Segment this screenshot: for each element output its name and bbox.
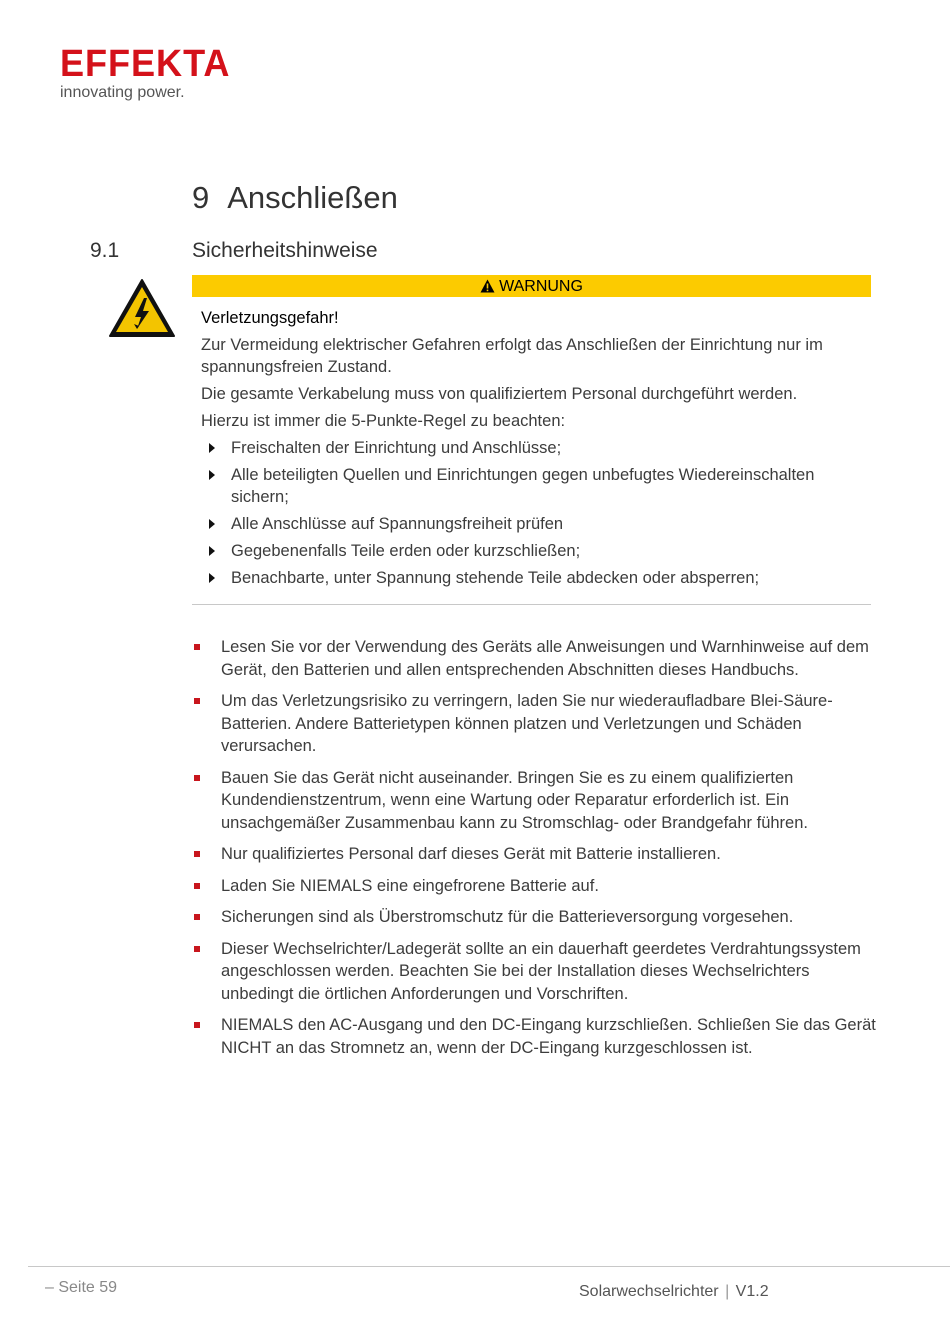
warning-body: [192, 297, 871, 589]
section-number: 9.1: [90, 239, 120, 262]
list-item: [192, 636, 882, 681]
square-bullet-icon: [194, 698, 200, 704]
triangle-bullet-icon: [209, 519, 215, 529]
list-item: [192, 1014, 882, 1059]
list-item: [192, 906, 882, 929]
list-item-text: Nur qualifiziertes Personal darf dieses Gerät mit Batterie installieren.: [221, 845, 721, 863]
rule-item: [201, 540, 871, 562]
rule-text: Benachbarte, unter Spannung stehende Teile abdecken oder absperren;: [231, 569, 760, 587]
list-item-text: Dieser Wechselrichter/Ladegerät sollte an ein dauerhaft geerdetes Verdrahtungssystem angeschlossen werden. Beachten Sie bei der Installation dieses Wechselrichters unbedingt die örtlichen Anforderungen und Vorschriften.: [221, 939, 861, 1003]
electrical-hazard-icon: [108, 278, 176, 338]
square-bullet-icon: [194, 946, 200, 952]
list-item: [192, 767, 882, 835]
rule-item: [201, 464, 871, 508]
logo-brand: EFFEKTA: [60, 43, 231, 85]
page-number: – Seite 59: [45, 1279, 118, 1296]
list-item-text: Bauen Sie das Gerät nicht auseinander. Bringen Sie es zu einem qualifizierten Kundendienstzentrum, wenn eine Wartung oder Reparatur erforderlich ist. Ein unsachgemäßer Zusammenbau kann zu Stromschlag- oder Brandgefahr führen.: [221, 768, 808, 832]
footer-divider: [28, 1266, 950, 1267]
list-item-text: Sicherungen sind als Überstromschutz für die Batterieversorgung vorgesehen.: [221, 908, 794, 926]
list-item: [192, 938, 882, 1006]
warning-header: [192, 275, 871, 297]
warning-paragraph: Die gesamte Verkabelung muss von qualifiziertem Personal durchgeführt werden.: [201, 385, 798, 403]
list-item: [192, 843, 882, 866]
warning-paragraph: Zur Vermeidung elektrischer Gefahren erfolgt das Anschließen der Einrichtung nur im spannungsfreien Zustand.: [201, 336, 823, 376]
triangle-bullet-icon: [209, 573, 215, 583]
warning-divider: [192, 604, 871, 605]
list-item-text: Lesen Sie vor der Verwendung des Geräts alle Anweisungen und Warnhinweise auf dem Gerät, den Batterien und allen entsprechenden Abschnitten dieses Handbuchs.: [221, 638, 869, 679]
document-title: Solarwechselrichter: [579, 1283, 719, 1300]
rule-text: Gegebenenfalls Teile erden oder kurzschließen;: [231, 542, 581, 560]
list-item-text: Laden Sie NIEMALS eine eingefrorene Batterie auf.: [221, 876, 599, 895]
five-point-rule-list: [201, 437, 871, 589]
company-logo: [60, 44, 239, 102]
rule-item: [201, 437, 871, 459]
rule-text: Alle Anschlüsse auf Spannungsfreiheit prüfen: [231, 515, 564, 533]
rule-text: Freischalten der Einrichtung und Anschlüsse;: [231, 439, 562, 457]
square-bullet-icon: [194, 775, 200, 781]
list-item-text: NIEMALS den AC-Ausgang und den DC-Eingang kurzschließen. Schließen Sie das Gerät NICHT an das Stromnetz an, wenn der DC-Eingang kurzgeschlossen ist.: [221, 1016, 876, 1057]
square-bullet-icon: [194, 851, 200, 857]
safety-instructions-list: [192, 636, 882, 1068]
triangle-bullet-icon: [209, 443, 215, 453]
square-bullet-icon: [194, 644, 200, 650]
list-item: [192, 690, 882, 758]
chapter-number: 9: [192, 180, 210, 215]
list-item-text: Um das Verletzungsrisiko zu verringern, laden Sie nur wiederaufladbare Blei-Säure-Batterien. Andere Batterietypen können platzen und Verletzungen und Schäden verursachen.: [221, 692, 833, 755]
square-bullet-icon: [194, 914, 200, 920]
square-bullet-icon: [194, 1022, 200, 1028]
footer-document-title: [579, 1283, 769, 1301]
warning-title: Verletzungsgefahr!: [201, 309, 339, 327]
section-title: Sicherheitshinweise: [192, 239, 378, 262]
warning-label: WARNUNG: [499, 278, 583, 295]
list-item: [192, 875, 882, 898]
warning-paragraph: Hierzu ist immer die 5-Punkte-Regel zu beachten:: [201, 412, 566, 430]
warning-triangle-icon: [480, 279, 495, 293]
logo-tagline: innovating power.: [60, 84, 185, 101]
rule-item: [201, 567, 871, 589]
warning-box: [192, 275, 871, 594]
document-version: V1.2: [735, 1283, 769, 1300]
chapter-heading: [192, 180, 398, 216]
square-bullet-icon: [194, 883, 200, 889]
triangle-bullet-icon: [209, 546, 215, 556]
footer-separator: |: [725, 1283, 730, 1300]
rule-text: Alle beteiligten Quellen und Einrichtungen gegen unbefugtes Wiedereinschalten sichern;: [231, 466, 815, 506]
rule-item: [201, 513, 871, 535]
chapter-title: Anschließen: [227, 180, 398, 215]
triangle-bullet-icon: [209, 470, 215, 480]
